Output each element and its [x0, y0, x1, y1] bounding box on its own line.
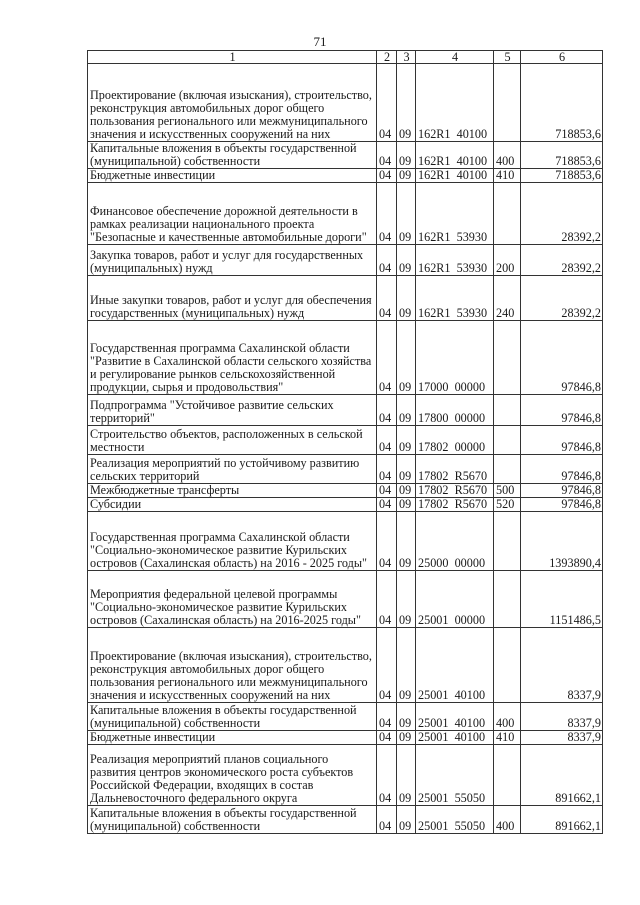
table-row [88, 245, 603, 276]
cell-expense-type [494, 183, 521, 245]
table-row [88, 183, 603, 245]
cell-amount: 97846,8 [521, 455, 603, 484]
table-row [88, 142, 603, 169]
cell-target-article: 25001 40100 [416, 731, 494, 745]
cell-expense-type: 400 [494, 703, 521, 731]
cell-amount: 97846,8 [521, 426, 603, 455]
column-header: 4 [416, 51, 494, 64]
cell-amount: 718853,6 [521, 142, 603, 169]
cell-section: 04 [377, 455, 397, 484]
cell-amount: 97846,8 [521, 321, 603, 395]
cell-section: 04 [377, 498, 397, 512]
cell-subsection: 09 [397, 276, 416, 321]
table-row [88, 169, 603, 183]
cell-expense-type: 520 [494, 498, 521, 512]
cell-subsection: 09 [397, 498, 416, 512]
cell-amount: 28392,2 [521, 276, 603, 321]
cell-name: Государственная программа Сахалинской области "Развитие в Сахалинской области сельского хозяйства и регулирование рынков сельскохозяйственной продукции, сырья и продовольствия" [88, 321, 377, 395]
table-row [88, 571, 603, 628]
cell-section: 04 [377, 245, 397, 276]
cell-name: Субсидии [88, 498, 377, 512]
cell-name: Проектирование (включая изыскания), строительство, реконструкция автомобильных дорог общего пользования регионального или межмуниципального значения и искусственных сооружений на них [88, 64, 377, 142]
table-row [88, 806, 603, 834]
table-row [88, 628, 603, 703]
cell-name: Закупка товаров, работ и услуг для государственных (муниципальных) нужд [88, 245, 377, 276]
column-header: 5 [494, 51, 521, 64]
cell-section: 04 [377, 183, 397, 245]
table-row [88, 321, 603, 395]
cell-subsection: 09 [397, 628, 416, 703]
cell-amount: 718853,6 [521, 64, 603, 142]
cell-expense-type [494, 745, 521, 806]
column-header: 3 [397, 51, 416, 64]
cell-name: Капитальные вложения в объекты государственной (муниципальной) собственности [88, 142, 377, 169]
cell-amount: 8337,9 [521, 628, 603, 703]
cell-expense-type: 500 [494, 484, 521, 498]
cell-target-article: 17000 00000 [416, 321, 494, 395]
cell-subsection: 09 [397, 806, 416, 834]
cell-section: 04 [377, 426, 397, 455]
table-row [88, 395, 603, 426]
table-row [88, 426, 603, 455]
cell-name: Капитальные вложения в объекты государственной (муниципальной) собственности [88, 703, 377, 731]
cell-name: Проектирование (включая изыскания), строительство, реконструкция автомобильных дорог общего пользования регионального или межмуниципального значения и искусственных сооружений на них [88, 628, 377, 703]
cell-section: 04 [377, 142, 397, 169]
cell-name: Капитальные вложения в объекты государственной (муниципальной) собственности [88, 806, 377, 834]
cell-amount: 97846,8 [521, 498, 603, 512]
cell-amount: 28392,2 [521, 183, 603, 245]
table-row [88, 498, 603, 512]
cell-amount: 891662,1 [521, 745, 603, 806]
cell-target-article: 25001 00000 [416, 571, 494, 628]
cell-expense-type: 240 [494, 276, 521, 321]
table-row [88, 703, 603, 731]
column-header: 6 [521, 51, 603, 64]
cell-expense-type: 400 [494, 142, 521, 169]
cell-section: 04 [377, 571, 397, 628]
cell-expense-type: 410 [494, 731, 521, 745]
cell-expense-type [494, 395, 521, 426]
cell-section: 04 [377, 731, 397, 745]
cell-expense-type: 200 [494, 245, 521, 276]
cell-expense-type [494, 512, 521, 571]
cell-section: 04 [377, 276, 397, 321]
cell-section: 04 [377, 703, 397, 731]
cell-name: Мероприятия федеральной целевой программы "Социально-экономическое развитие Курильских островов (Сахалинская область) на 2016-2025 годы" [88, 571, 377, 628]
cell-expense-type [494, 321, 521, 395]
table-row [88, 64, 603, 142]
cell-target-article: 25001 40100 [416, 628, 494, 703]
cell-expense-type [494, 426, 521, 455]
cell-amount: 8337,9 [521, 703, 603, 731]
cell-name: Бюджетные инвестиции [88, 731, 377, 745]
cell-amount: 97846,8 [521, 484, 603, 498]
cell-target-article: 17800 00000 [416, 395, 494, 426]
cell-section: 04 [377, 512, 397, 571]
page-number: 71 [313, 34, 327, 49]
cell-subsection: 09 [397, 455, 416, 484]
column-header: 2 [377, 51, 397, 64]
cell-subsection: 09 [397, 321, 416, 395]
budget-table [87, 50, 603, 834]
cell-target-article: 25000 00000 [416, 512, 494, 571]
cell-subsection: 09 [397, 64, 416, 142]
cell-section: 04 [377, 321, 397, 395]
cell-name: Подпрограмма "Устойчивое развитие сельских территорий" [88, 395, 377, 426]
cell-section: 04 [377, 395, 397, 426]
cell-target-article: 162R1 53930 [416, 245, 494, 276]
cell-name: Иные закупки товаров, работ и услуг для обеспечения государственных (муниципальных) нужд [88, 276, 377, 321]
cell-subsection: 09 [397, 395, 416, 426]
cell-name: Строительство объектов, расположенных в сельской местности [88, 426, 377, 455]
cell-subsection: 09 [397, 142, 416, 169]
table-row [88, 731, 603, 745]
cell-expense-type [494, 628, 521, 703]
cell-target-article: 162R1 40100 [416, 64, 494, 142]
cell-target-article: 17802 R5670 [416, 498, 494, 512]
cell-target-article: 162R1 40100 [416, 142, 494, 169]
cell-amount: 97846,8 [521, 395, 603, 426]
cell-section: 04 [377, 484, 397, 498]
cell-subsection: 09 [397, 183, 416, 245]
cell-target-article: 17802 00000 [416, 426, 494, 455]
cell-section: 04 [377, 628, 397, 703]
cell-amount: 891662,1 [521, 806, 603, 834]
cell-subsection: 09 [397, 169, 416, 183]
table-row [88, 484, 603, 498]
cell-name: Реализация мероприятий по устойчивому развитию сельских территорий [88, 455, 377, 484]
cell-name: Межбюджетные трансферты [88, 484, 377, 498]
cell-subsection: 09 [397, 703, 416, 731]
cell-expense-type [494, 64, 521, 142]
cell-expense-type: 400 [494, 806, 521, 834]
cell-name: Финансовое обеспечение дорожной деятельности в рамках реализации национального проекта "Безопасные и качественные автомобильные дороги" [88, 183, 377, 245]
cell-expense-type [494, 571, 521, 628]
cell-section: 04 [377, 64, 397, 142]
cell-name: Реализация мероприятий планов социального развития центров экономического роста субъектов Российской Федерации, входящих в состав Дальневосточного федерального округа [88, 745, 377, 806]
table-row [88, 455, 603, 484]
table-body [88, 64, 603, 834]
cell-subsection: 09 [397, 571, 416, 628]
cell-section: 04 [377, 745, 397, 806]
table-row [88, 512, 603, 571]
table-header-row [88, 51, 603, 64]
cell-name: Бюджетные инвестиции [88, 169, 377, 183]
table-row [88, 745, 603, 806]
cell-target-article: 17802 R5670 [416, 484, 494, 498]
cell-amount: 1151486,5 [521, 571, 603, 628]
cell-subsection: 09 [397, 745, 416, 806]
cell-expense-type [494, 455, 521, 484]
cell-subsection: 09 [397, 484, 416, 498]
cell-amount: 718853,6 [521, 169, 603, 183]
table-row [88, 276, 603, 321]
cell-name: Государственная программа Сахалинской области "Социально-экономическое развитие Курильских островов (Сахалинская область) на 2016 - 2025 годы" [88, 512, 377, 571]
cell-subsection: 09 [397, 245, 416, 276]
cell-target-article: 25001 55050 [416, 745, 494, 806]
cell-target-article: 17802 R5670 [416, 455, 494, 484]
cell-section: 04 [377, 169, 397, 183]
cell-subsection: 09 [397, 731, 416, 745]
cell-amount: 8337,9 [521, 731, 603, 745]
cell-amount: 28392,2 [521, 245, 603, 276]
cell-target-article: 25001 40100 [416, 703, 494, 731]
cell-subsection: 09 [397, 512, 416, 571]
cell-target-article: 162R1 40100 [416, 169, 494, 183]
cell-section: 04 [377, 806, 397, 834]
cell-amount: 1393890,4 [521, 512, 603, 571]
cell-target-article: 162R1 53930 [416, 183, 494, 245]
cell-target-article: 162R1 53930 [416, 276, 494, 321]
column-header: 1 [88, 51, 377, 64]
cell-expense-type: 410 [494, 169, 521, 183]
cell-subsection: 09 [397, 426, 416, 455]
cell-target-article: 25001 55050 [416, 806, 494, 834]
